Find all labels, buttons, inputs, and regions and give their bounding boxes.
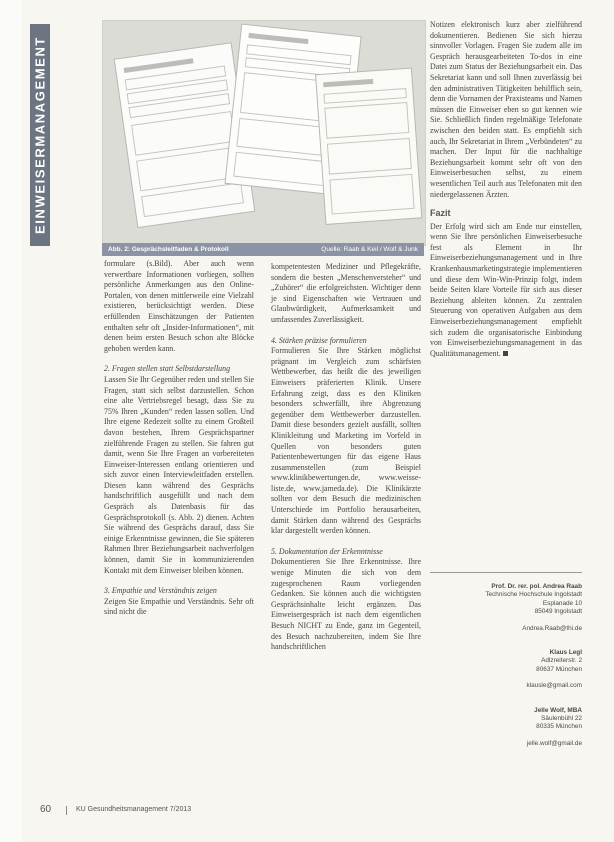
author-line: Esplanade 10 bbox=[542, 599, 582, 607]
caption-source: Quelle: Raab & Keil / Wolf & Junk bbox=[321, 246, 418, 253]
fazit-heading: Fazit bbox=[430, 208, 451, 219]
section-sidebar-tab bbox=[30, 24, 50, 246]
author-email[interactable]: klausle@gmail.com bbox=[526, 682, 582, 690]
paragraph: Formulieren Sie Ihre Stärken möglichst prägnant im Vergleich zum schärfsten Wettbewerber, das heißt die des jeweiligen Einweisers präferierten Klinik. Unsere Erfahrung zeigt, dass es den Kliniken besonders schwerfällt, ihre Abgrenzung gegenüber dem Wettbewerber darzustellen. Damit diese besonders gezielt ausfällt, sollten Klinikleitung und Marketing im Vorfeld in Quellen von besonders guten Patientenbewertungen für das eigene Haus zusammenstellen (zum Beispiel www.klinikbewertungen.de, www.weisse-liste.de, www.jameda.de). Die Klinikärzte sollten vor dem Besuch die medizinischen Unterschiede im Portfolio herausarbeiten, damit Stärken dann während des Gesprächs klar dargestellt werden können. bbox=[271, 346, 421, 536]
author-line: 80335 München bbox=[536, 723, 582, 731]
figure-forms-image bbox=[102, 20, 426, 246]
author-line: Säulenbühl 22 bbox=[541, 715, 582, 723]
scan-gutter bbox=[0, 0, 22, 842]
author-name: Klaus Legl bbox=[549, 649, 582, 657]
paragraph: Zeigen Sie Empathie und Verständnis. Sehr oft sind nicht die bbox=[104, 596, 254, 617]
paragraph: kompetentesten Mediziner und Pflegekräfte, sondern die besten „Menschenversteher“ und „Zuhörer“ die erfolgreichsten. Wichtiger denn je sind Eigenschaften wie Vertrauen und Glaubwürdigkeit, Aufmerksamkeit und umfassendes Zuverlässigkeit. bbox=[271, 262, 421, 324]
paragraph: Notizen elektronisch kurz aber zielführend dokumentieren. Bedienen Sie sich hierzu sinnvoller Vorlagen. Fragen Sie zudem alle im Gespräch herausgearbeiteten To-dos in eine Datei zum Status der Beziehungsarbeit ein. Das Sekretariat kann und soll Ihnen zuverlässig bei den administrativen Tätigkeiten behilflich sein, denn die Vornamen der Praxisteams und Namen müssen die Einweiser eben so gut kennen wie Sie. Schließlich finden regelmäßige Telefonate zwischen den beiden statt. Es empfiehlt sich auch, Ihr Sekretariat in Ihrem „Verbündeten“ zu machen. Der Input für die nachhaltige Beziehungsarbeit kommt sehr oft von den Einweiserbesuchen selbst, zu einem wesentlichen Teil auch aus Telefonaten mit den niedergelassenen Ärzten. bbox=[430, 20, 582, 199]
author-name: Jelle Wolf, MBA bbox=[534, 706, 582, 714]
author-block bbox=[430, 583, 582, 633]
page-number: 60 bbox=[40, 804, 52, 815]
footer-separator bbox=[66, 806, 67, 815]
subheading: 4. Stärken präzise formulieren bbox=[271, 335, 367, 345]
text-column-3 bbox=[430, 20, 582, 359]
author-block bbox=[430, 707, 582, 749]
paragraph: Dokumentieren Sie Ihre Erkenntnisse. Ihre wenige Minuten die sich von dem zugesprochenen Raum vorliegenden Gedanken. Sie können auch die wichtigsten Gesprächsinhalte leicht ergänzen. Das Einweisergespräch ist nach dem eigentlichen Besuch NICHT zu Ende, ganz im Gegenteil, des Besuch nachzubereiten, indem Sie Ihre handschriftlichen bbox=[271, 557, 421, 652]
author-block bbox=[430, 649, 582, 691]
end-mark bbox=[503, 351, 508, 356]
fazit-text: Der Erfolg wird sich am Ende nur einstellen, wenn Sie Ihre persönlichen Einweiserbesuche fest als Element in Ihr Einweiserbeziehungsmanagement und in Ihre Krankenhausmarketingstrategie implementieren und diese dem Win-Win-Prinzip folgt, indem beide Seiten klare Vorteile für sich aus dieser Beziehung ableiten können. Zu zentralen Steuerung von operativen Aufgaben aus dem Einweiserbeziehungsmanagement empfiehlt sich zudem die organisatorische Einbindung von Einweiserbeziehungsmanagement in das Qualitätsmanagement. bbox=[430, 221, 582, 358]
text-column-1 bbox=[104, 259, 254, 618]
author-line: Technische Hochschule Ingolstadt bbox=[485, 591, 582, 599]
paragraph bbox=[430, 222, 582, 360]
text-column-2 bbox=[271, 262, 421, 653]
caption-label: Abb. 2: Gesprächsleitfaden & Protokoll bbox=[108, 246, 229, 253]
form-sheets-illustration bbox=[103, 21, 425, 245]
author-line: Adlzreiterstr. 2 bbox=[541, 657, 582, 665]
author-info bbox=[430, 583, 582, 764]
author-line: 85049 Ingolstadt bbox=[534, 608, 582, 616]
journal-name: KU Gesundheitsmanagement 7/2013 bbox=[76, 806, 192, 813]
author-line: 80637 München bbox=[536, 665, 582, 673]
divider bbox=[430, 572, 582, 573]
paragraph: formulare (s.Bild). Aber auch wenn verwertbare Informationen vorliegen, sollten persönliche Anmerkungen aus den Online-Portalen, von denen mittlerweile eine Vielzahl existieren, berücksichtigt werden. Diese erfüllenden Einschätzungen der Patienten enthalten sehr oft „Insider-Informationen“, mit denen beim ersten Besuch schon alte Blöcke gehoben werden kann. bbox=[104, 259, 254, 353]
figure-caption bbox=[102, 243, 424, 256]
subheading: 5. Dokumentation der Erkenntnisse bbox=[271, 546, 383, 556]
subheading: 2. Fragen stellen statt Selbstdarstellung bbox=[104, 364, 231, 374]
paragraph: Lassen Sie Ihr Gegenüber reden und stellen Sie Fragen, statt sich selbst darzustellen. Schon eine alte Vertriebsregel besagt, dass Sie zu 75% Ihren „Kunden“ reden lassen sollen. Und Ihre eigene Redezeit sollte zu einem Großteil davon bestehen, Ihrem Gesprächspartner zielführende Fragen zu stellen. Sie fahren gut damit, wenn Sie Ihre Fragen an vorbereiteten Einweiser-Interessen entlang orientieren und sich zuvor einen Interviewleitfaden erstellen. Diesen kann während des Gesprächs handschriftlich ausgefüllt und nach dem Gespräch als Datenbasis für das Gesprächsprotokoll (s. Abb. 2) dienen. Achten Sie während des Gesprächs darauf, dass Sie einige Erkenntnisse gewinnen, die Sie späteren Rahmen Ihrer Beziehungsarbeit nachverfolgen können, damit Sie in kommunizierenden Kontakt mit dem Einweiser bleiben können. bbox=[104, 374, 254, 575]
subheading: 3. Empathie und Verständnis zeigen bbox=[104, 586, 217, 596]
page-footer bbox=[40, 802, 460, 818]
section-label: EINWEISERMANAGEMENT bbox=[32, 36, 48, 234]
author-name: Prof. Dr. rer. pol. Andrea Raab bbox=[491, 583, 582, 590]
author-email[interactable]: Andrea.Raab@thi.de bbox=[522, 624, 582, 632]
author-email[interactable]: jelle.wolf@gmail.de bbox=[526, 739, 582, 747]
